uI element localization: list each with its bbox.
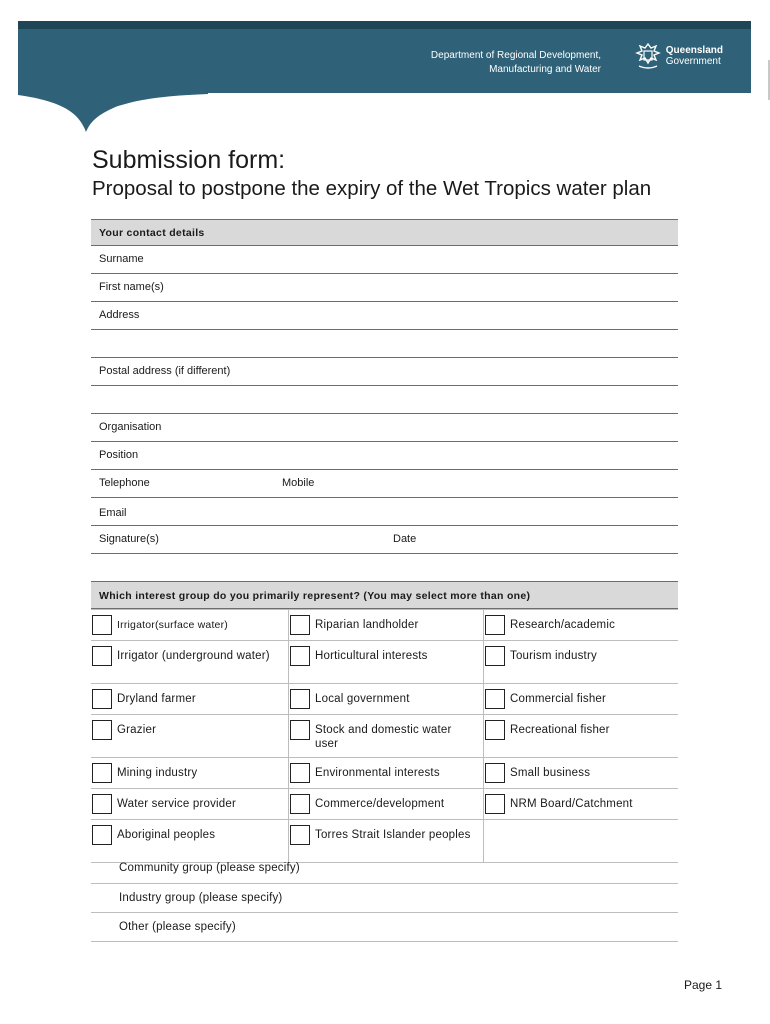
option-label: Water service provider <box>117 798 237 810</box>
logo-government: Government <box>665 56 721 67</box>
email-label: Email <box>99 507 127 519</box>
option-cell[interactable] <box>91 641 289 684</box>
option-label: Torres Strait Islander peoples <box>315 829 471 841</box>
option-label: Aboriginal peoples <box>117 829 216 841</box>
department-line-2: Manufacturing and Water <box>489 64 601 75</box>
checkbox[interactable] <box>92 763 112 783</box>
surname-field[interactable] <box>91 246 678 274</box>
checkbox[interactable] <box>92 646 112 666</box>
contact-details-section <box>91 219 678 554</box>
postal-address-label: Postal address (if different) <box>99 365 231 377</box>
option-cell[interactable] <box>91 715 289 758</box>
logo-text <box>666 45 723 67</box>
option-label: Mining industry <box>117 767 198 779</box>
checkbox[interactable] <box>290 794 310 814</box>
option-label: Irrigator (underground water) <box>117 650 270 662</box>
department-name <box>431 49 601 77</box>
option-label: Tourism industry <box>510 650 597 662</box>
header-banner <box>18 21 751 93</box>
option-label: Research/academic <box>510 619 616 631</box>
checkbox[interactable] <box>290 689 310 709</box>
option-cell[interactable] <box>484 715 679 758</box>
option-cell[interactable] <box>484 684 679 715</box>
checkbox[interactable] <box>485 646 505 666</box>
option-cell[interactable] <box>91 758 289 789</box>
banner-top-stripe <box>18 21 751 29</box>
option-label: Commercial fisher <box>510 693 607 705</box>
checkbox[interactable] <box>92 720 112 740</box>
checkbox[interactable] <box>485 763 505 783</box>
email-field[interactable] <box>91 498 678 526</box>
coat-of-arms-icon <box>634 41 662 71</box>
option-label: Irrigator(surface water) <box>117 619 228 631</box>
option-cell[interactable] <box>289 610 484 641</box>
position-label: Position <box>99 449 139 461</box>
checkbox[interactable] <box>290 763 310 783</box>
checkbox[interactable] <box>92 689 112 709</box>
option-cell[interactable] <box>484 610 679 641</box>
checkbox[interactable] <box>290 825 310 845</box>
option-label: Dryland farmer <box>117 693 196 705</box>
interest-group-heading: Which interest group do you primarily represent? (You may select more than one) <box>91 581 678 609</box>
industry-group-field[interactable] <box>91 884 678 913</box>
option-cell[interactable] <box>289 715 484 758</box>
page-number: Page 1 <box>684 978 723 992</box>
logo-queensland: Queensland <box>665 45 723 56</box>
option-cell[interactable] <box>289 641 484 684</box>
community-group-label: Community group (please specify) <box>119 862 300 874</box>
option-cell[interactable] <box>91 684 289 715</box>
postal-address-line-2-field[interactable] <box>91 386 678 414</box>
telephone-label: Telephone <box>99 477 150 489</box>
option-cell[interactable] <box>484 758 679 789</box>
option-label: Environmental interests <box>315 767 440 779</box>
option-cell[interactable] <box>91 789 289 820</box>
signature-date-row[interactable] <box>91 526 678 554</box>
option-label: Grazier <box>117 724 157 736</box>
position-field[interactable] <box>91 442 678 470</box>
organisation-field[interactable] <box>91 414 678 442</box>
option-cell[interactable] <box>289 758 484 789</box>
community-group-field[interactable] <box>91 854 678 884</box>
checkbox[interactable] <box>290 720 310 740</box>
address-line-2-field[interactable] <box>91 330 678 358</box>
option-cell[interactable] <box>289 789 484 820</box>
interest-group-section <box>91 581 678 609</box>
banner-wave-decoration <box>18 92 208 132</box>
address-label: Address <box>99 309 140 321</box>
mobile-label: Mobile <box>282 477 315 489</box>
checkbox[interactable] <box>92 825 112 845</box>
contact-details-heading: Your contact details <box>91 219 678 246</box>
checkbox[interactable] <box>92 794 112 814</box>
option-label: Riparian landholder <box>315 619 419 631</box>
date-label: Date <box>393 533 417 545</box>
option-cell[interactable] <box>484 789 679 820</box>
checkbox[interactable] <box>485 689 505 709</box>
checkbox[interactable] <box>485 794 505 814</box>
page-title: Submission form: <box>92 146 286 174</box>
option-label: Recreational fisher <box>510 724 610 736</box>
department-line-1: Department of Regional Development, <box>430 50 601 61</box>
option-cell[interactable] <box>289 684 484 715</box>
first-names-label: First name(s) <box>99 281 164 293</box>
page-subtitle: Proposal to postpone the expiry of the Wet Tropics water plan <box>92 177 652 200</box>
postal-address-field[interactable] <box>91 358 678 386</box>
signature-label: Signature(s) <box>99 533 159 545</box>
option-label: Stock and domestic water user <box>315 724 452 750</box>
option-label: Small business <box>510 767 591 779</box>
interest-group-options <box>91 609 678 863</box>
other-label: Other (please specify) <box>119 921 236 933</box>
telephone-mobile-row[interactable] <box>91 470 678 498</box>
option-label: NRM Board/Catchment <box>510 798 633 810</box>
address-field[interactable] <box>91 302 678 330</box>
option-label: Horticultural interests <box>315 650 428 662</box>
surname-label: Surname <box>99 253 144 265</box>
queensland-government-logo <box>634 41 723 71</box>
checkbox[interactable] <box>485 720 505 740</box>
first-names-field[interactable] <box>91 274 678 302</box>
checkbox[interactable] <box>290 615 310 635</box>
option-label: Local government <box>315 693 410 705</box>
checkbox[interactable] <box>92 615 112 635</box>
option-cell[interactable] <box>484 641 679 684</box>
option-label: Commerce/development <box>315 798 445 810</box>
option-cell[interactable] <box>91 610 289 641</box>
industry-group-label: Industry group (please specify) <box>119 892 283 904</box>
organisation-label: Organisation <box>99 421 162 433</box>
other-field[interactable] <box>91 913 678 942</box>
checkbox[interactable] <box>290 646 310 666</box>
checkbox[interactable] <box>485 615 505 635</box>
